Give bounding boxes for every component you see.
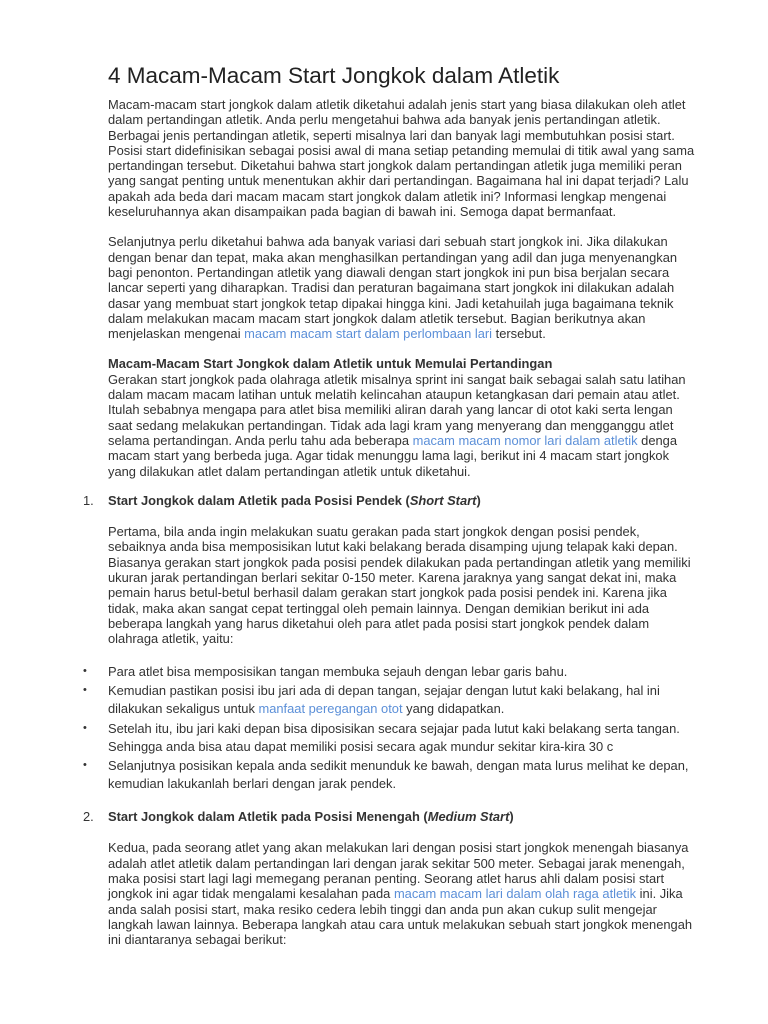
bullet-dot: • (83, 664, 87, 677)
section-1-heading (83, 492, 698, 508)
section-2-paragraph (108, 840, 698, 947)
link-macam-start-perlombaan-lari[interactable]: macam macam start dalam perlombaan lari (244, 326, 493, 342)
bullet-dot: • (83, 684, 87, 697)
section-intro-text-after: denga macam start yang berbeda juga. Agar tidak menunggu lama lagi, berikut ini 4 macam start jongkok yang dilakukan atlet dalam pertandingan atletik untuk diketahui. (108, 432, 677, 479)
list-item (83, 720, 698, 756)
link-macam-lari-olah-raga-atletik[interactable]: macam macam lari dalam olah raga atletik (393, 886, 637, 902)
intro-paragraph-2 (108, 234, 698, 341)
bullet-text-after: yang didapatkan. (402, 701, 505, 717)
list-item (83, 757, 698, 793)
link-manfaat-peregangan-otot[interactable]: manfaat peregangan otot (258, 701, 403, 717)
section-2-heading (83, 809, 698, 825)
bullet-text: Para atlet bisa memposisikan tangan membuka sejauh dengan lebar garis bahu. (108, 663, 568, 679)
bullet-text-before: Kemudian pastikan posisi ibu jari ada di depan tangan, sejajar dengan lutut kaki belakang, hal ini dilakukan sekaligus untuk (108, 683, 660, 717)
bullet-text: Setelah itu, ibu jari kaki depan bisa diposisikan secara sejajar pada lutut kaki belakang serta tangan. Sehingga anda bisa atau dapat memiliki posisi secara agak mundur sekitar kira-kira 30 c (108, 720, 680, 754)
section-2-paragraph-text-before: Kedua, pada seorang atlet yang akan melakukan lari dengan posisi start jongkok menengah biasanya adalah atlet atletik dalam pertandingan lari dengan jarak sekitar 500 meter. Sebagai jarak menengah, maka posisi start lagi lagi memegang peranan penting. Seorang atlet harus ahli dalam posisi start jongkok ini agar tidak mengalami kesalahan pada (108, 840, 689, 902)
section-1-bullet-list (83, 663, 698, 794)
section-1-number: 1. (83, 492, 94, 508)
page-title: 4 Macam-Macam Start Jongkok dalam Atletik (108, 63, 560, 88)
section-2-paragraph-text-after: ini. Jika anda salah posisi start, maka resiko cedera lebih tinggi dan anda pun akan cukup sulit mengejar langkah lawan lainnya. Beberapa langkah atau cara untuk melakukan sebuah start jongkok menengah ini diantaranya sebagai berikut: (108, 886, 693, 948)
link-macam-nomor-lari-atletik[interactable]: macam macam nomor lari dalam atletik (412, 432, 638, 448)
list-item (83, 663, 698, 681)
section-intro-text-before: Gerakan start jongkok pada olahraga atletik misalnya sprint ini sangat baik sebagai salah satu latihan dalam macam macam latihan untuk melatih kelincahan ataupun ketangkasan dari pemain atau atlet. Itulah sebabnya mengapa para atlet bisa memiliki aliran darah yang lancar di otot kaki serta lengan saat sedang melakukan pertandingan. Tidak ada lagi kram yang menyerang dan mengganggu atlet selama pertandingan. Anda perlu tahu ada beberapa (108, 371, 686, 448)
bullet-text: Selanjutnya posisikan kepala anda sedikit menunduk ke bawah, dengan mata lurus melihat ke depan, kemudian lakukanlah berlari dengan jarak pendek. (108, 758, 689, 792)
section-2-heading-italic: Medium Start (427, 809, 510, 825)
bullet-dot: • (83, 721, 87, 734)
intro-paragraph-1: Macam-macam start jongkok dalam atletik diketahui adalah jenis start yang biasa dilakukan oleh atlet dalam pertandingan atletik. Anda perlu mengetahui bahwa ada banyak jenis pertandingan atletik. Berbagai jenis pertandingan atletik, seperti misalnya lari dan banyak lagi membutuhkan posisi start. Posisi start didefinisikan sebagai posisi awal di mana setiap petanding memulai di titik awal yang sama pertandingan tersebut. Diketahui bahwa start jongkok dalam pertandingan atletik juga memiliki peran yang sangat penting untuk menentukan akhir dari pertandingan. Bagaimana hal ini dapat terjadi? Lalu apakah ada beda dari macam macam start jongkok dalam atletik ini? Informasi lengkap mengenai keseluruhannya akan disampaikan pada bagian di bawah ini. Semoga dapat bermanfaat. (108, 97, 695, 220)
section-2-heading-text-after: ) (509, 809, 514, 825)
section-2-number: 2. (83, 809, 94, 825)
section-2-heading-text-before: Start Jongkok dalam Atletik pada Posisi Menengah ( (108, 809, 428, 825)
section-1-paragraph: Pertama, bila anda ingin melakukan suatu gerakan pada start jongkok dengan posisi pendek, sebaiknya anda bisa memposisikan lutut kaki belakang berada disamping ujung telapak kaki depan. Biasanya gerakan start jongkok pada posisi pendek dilakukan pada pertandingan atletik yang memiliki ukuran jarak pertandingan berlari sekitar 0-150 meter. Karena jaraknya yang sangat dekat ini, maka pemain harus betul-betul berhasil dalam gerakan start jongkok pada posisi pendek ini. Karena jika tidak, maka akan sangat cepat tertinggal oleh pemain lainnya. Dengan demikian berikut ini ada beberapa langkah yang harus diketahui oleh para atlet pada posisi start jongkok pendek dalam olahraga atletik, yaitu: (108, 524, 691, 647)
section-intro-heading: Macam-Macam Start Jongkok dalam Atletik untuk Memulai Pertandingan (108, 356, 553, 372)
bullet-dot: • (83, 759, 87, 772)
intro-paragraph-2-text-after: tersebut. (492, 326, 546, 342)
section-intro-paragraph (108, 372, 698, 479)
section-1-heading-text-after: ) (476, 492, 481, 508)
section-1-heading-text-before: Start Jongkok dalam Atletik pada Posisi Pendek ( (108, 492, 410, 508)
section-1-heading-italic: Short Start (409, 492, 477, 508)
list-item (83, 682, 698, 718)
intro-paragraph-2-text-before: Selanjutnya perlu diketahui bahwa ada banyak variasi dari sebuah start jongkok ini. Jika dilakukan dengan benar dan tepat, maka akan menghasilkan pertandingan yang adil dan juga menyenangkan bagi penonton. Pertandingan atletik yang diawali dengan start jongkok ini pun bisa berjalan secara lancar seperti yang diharapkan. Tradisi dan peraturan bagaimana start jongkok ini dilakukan adalah dasar yang membuat start jongkok tetap dipakai hingga kini. Jadi ketahuilah juga bagaimana teknik dalam melakukan macam macam start jongkok dalam atletik tersebut. Bagian berikutnya akan menjelaskan mengenai (108, 234, 678, 342)
